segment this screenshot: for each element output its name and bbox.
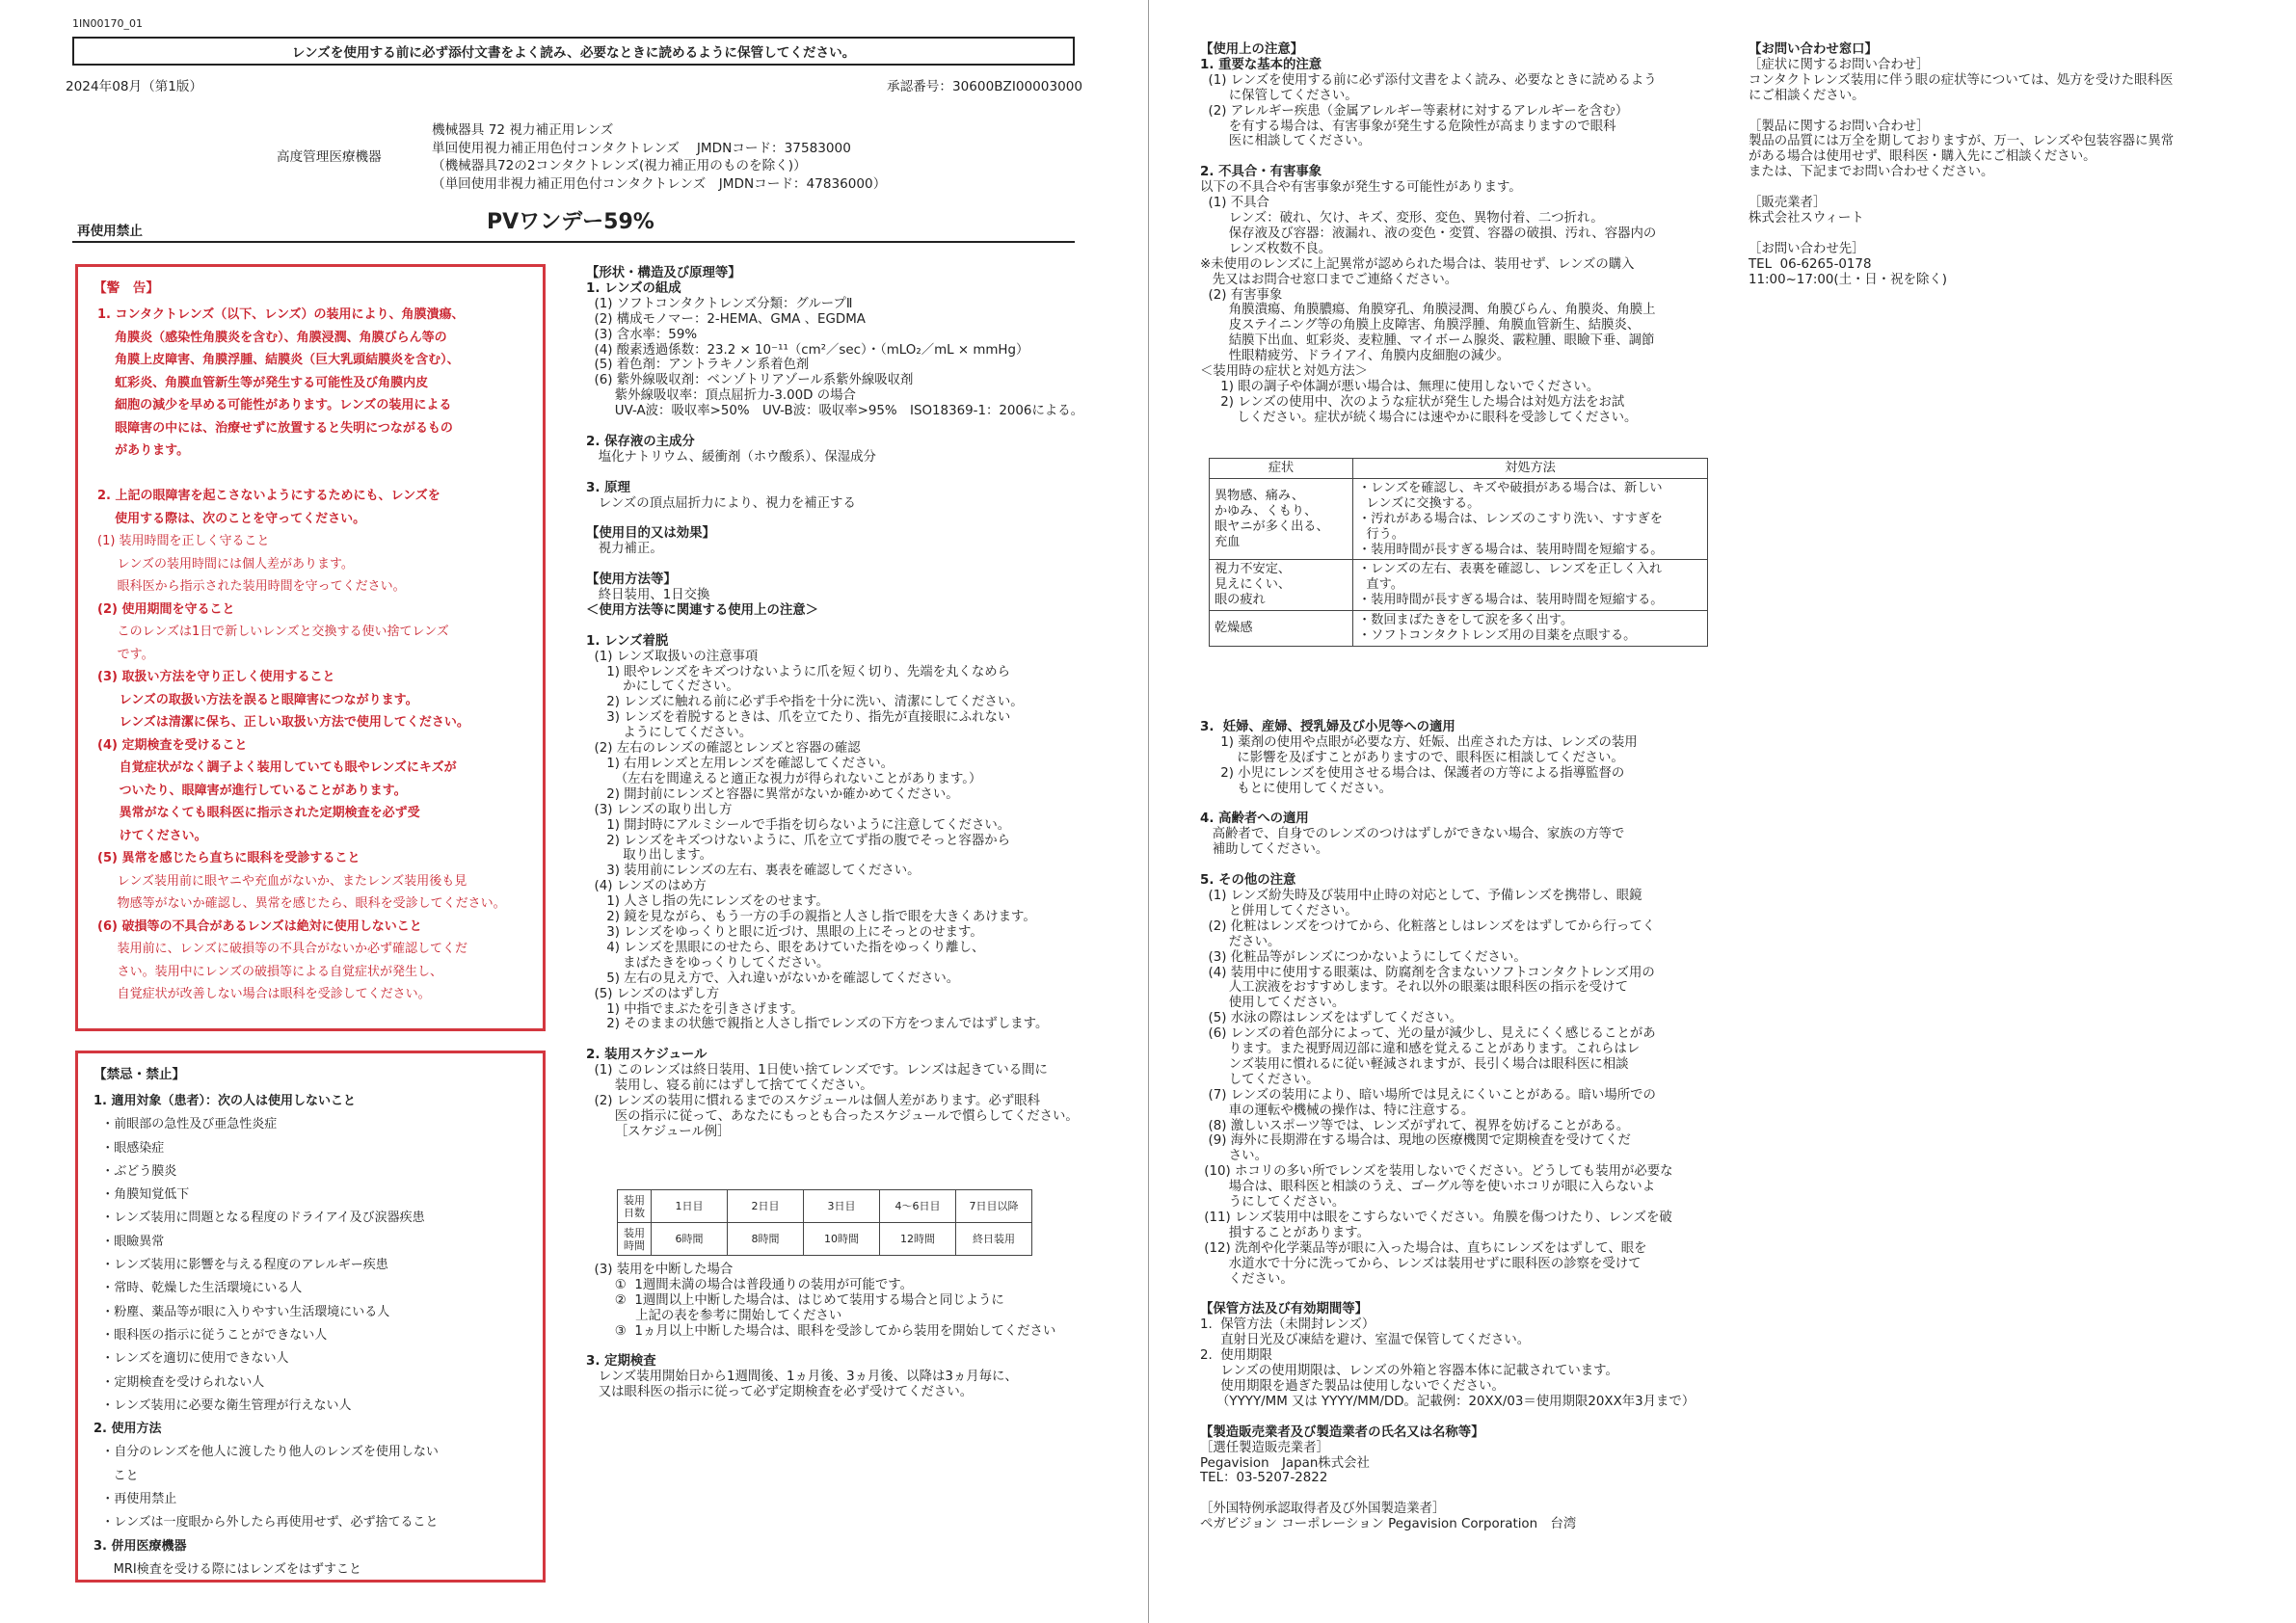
text-line: 1) 眼の調子や体調が悪い場合は、無理に使用しないでください。 (1200, 379, 1600, 394)
text-line (1200, 1486, 1695, 1502)
text-line (1200, 1288, 1695, 1303)
schedule-table (617, 1189, 1032, 1256)
text-line: 1) 薬剤の使用や点眼が必要な方、妊娠、出産された方は、レンズの装用 (1200, 734, 1638, 750)
text-line: 場合は、眼科医と相談のうえ、ゴーグル等を使いホコリが眼に入らないよ (1200, 1180, 1656, 1195)
warning-line: 角膜上皮障害、角膜浮腫、結膜炎（巨大乳頭結膜炎を含む）、 (97, 353, 460, 367)
contraindication-line: ・レンズを適切に使用できない人 (93, 1351, 289, 1367)
text-line: ① 1週間未満の場合は普段通りの装用が可能です。 (586, 1277, 913, 1292)
text-line: 1) 人さし指の先にレンズをのせます。 (586, 894, 829, 910)
header-notice: レンズを使用する前に必ず添付文書をよく読み、必要なときに読めるように保管してください。 (72, 37, 1075, 66)
text-line: レンズの頂点屈折力により、視力を補正する (586, 495, 856, 511)
text-line: 【形状・構造及び原理等】 (586, 266, 741, 280)
text-line: 1) 開封時にアルミシールで手指を切らないように注意してください。 (586, 817, 1011, 833)
text-line: (8) 激しいスポーツ等では、レンズがずれて、視界を妨げることがある。 (1200, 1118, 1630, 1133)
schedule-head-hours: 装用 時間 (618, 1223, 652, 1256)
schedule-hours: 10時間 (804, 1223, 880, 1256)
contraindication-line: ・粉塵、薬品等が眼に入りやすい生活環境にいる人 (93, 1304, 390, 1319)
text-line: (1) レンズ取扱いの注意事項 (586, 649, 759, 664)
text-line: (1) レンズ紛失時及び装用中止時の対応として、予備レンズを携帯し、眼鏡 (1200, 888, 1642, 903)
contact-line: 11:00~17:00(土・日・祝を除く) (1749, 272, 1947, 287)
contact-line (1749, 180, 2174, 196)
contact-line: にご相談ください。 (1749, 88, 1865, 103)
contraindication-line: ・レンズ装用に影響を与える程度のアレルギー疾患 (93, 1258, 388, 1273)
warning-line: 角膜炎（感染性角膜炎を含む）、角膜浸潤、角膜びらん等の (97, 330, 447, 345)
schedule-day: 2日目 (728, 1190, 804, 1223)
text-line: ください。 (1200, 1271, 1294, 1287)
contraindication-line: ・レンズ装用に必要な衛生管理が行えない人 (93, 1397, 352, 1413)
text-line: 2) そのままの状態で親指と人さし指でレンズの下方をつまんではずします。 (586, 1017, 1049, 1032)
symptom-table-wrap (1209, 458, 1708, 647)
issue-date: 2024年08月（第1版） (66, 79, 203, 94)
text-line: (2) 有害事象 (1200, 287, 1283, 303)
contraindication-line: MRI検査を受ける際にはレンズをはずすこと (93, 1561, 362, 1577)
text-line: 使用期限を過ぎた製品は使用しないでください。 (1200, 1378, 1505, 1394)
text-line: 2) 小児にレンズを使用させる場合は、保護者の方等による指導監督の (1200, 765, 1625, 781)
text-line: (7) レンズの装用により、暗い場所では見えにくいことがある。暗い場所での (1200, 1087, 1656, 1103)
symptom-cell: 視力不安定、 見えにくい、 眼の疲れ (1210, 560, 1353, 611)
text-line: 終日装用、1日交換 (586, 588, 710, 603)
contact-line: 製品の品質には万全を期しておりますが、万一、レンズや包装容器に異常 (1749, 134, 2175, 149)
text-line (586, 1032, 1083, 1048)
text-line: UV-A波：吸収率>50% UV-B波：吸収率>95% ISO18369-1：2006による。 (586, 404, 1084, 419)
text-line: 3) 装用前にレンズの左右、裏表を確認してください。 (586, 864, 921, 879)
text-line: に保管してください。 (1200, 88, 1358, 103)
text-line: 使用してください。 (1200, 996, 1346, 1011)
warning-line: (1) 装用時間を正しく守ること (97, 534, 270, 548)
text-line: TEL：03-5207-2822 (1200, 1471, 1328, 1486)
contraindication-line: ・前眼部の急性及び亜急性炎症 (93, 1117, 278, 1132)
text-line (1200, 1410, 1695, 1425)
warning-line: このレンズは1日で新しいレンズと交換する使い捨てレンズ (97, 625, 449, 639)
warning-list (97, 304, 506, 1006)
text-line: 【保管方法及び有効期間等】 (1200, 1302, 1369, 1317)
contact-line: コンタクトレンズ装用に伴う眼の症状等については、処方を受けた眼科医 (1749, 72, 2174, 88)
warning-line (97, 463, 506, 486)
warning-line: 1. コンタクトレンズ（以下、レンズ）の装用により、角膜潰瘍、 (97, 307, 465, 322)
text-line: （YYYY/MM 又は YYYY/MM/DD。記載例：20XX/03＝使用期限20XX年3月まで） (1200, 1394, 1695, 1409)
schedule-hours: 8時間 (728, 1223, 804, 1256)
text-line: 【使用目的又は効果】 (586, 526, 715, 542)
text-line: 以下の不具合や有害事象が発生する可能性があります。 (1200, 180, 1522, 196)
text-line: 車の運転や機械の操作は、特に注意する。 (1200, 1103, 1475, 1118)
text-line: 4) レンズを黒眼にのせたら、眼をあけていた指をゆっくり離し、 (586, 940, 985, 955)
text-line: 【製造販売業者及び製造業者の氏名又は名称等】 (1200, 1424, 1484, 1440)
text-line: (11) レンズ装用中は眼をこすらないでください。角膜を傷つけたり、レンズを破 (1200, 1211, 1672, 1225)
text-line: (5) 着色剤：アントラキノン系着色剤 (586, 358, 810, 373)
warning-line: レンズは清潔に保ち、正しい取扱い方法で使用してください。 (97, 715, 469, 730)
text-line: 保存液及び容器：液漏れ、液の変色・変質、容器の破損、汚れ、容器内の (1200, 226, 1657, 241)
contact-line: TEL 06-6265-0178 (1749, 256, 1872, 272)
text-line: (1) 不具合 (1200, 196, 1269, 211)
schedule-head-days: 装用 日数 (618, 1190, 652, 1223)
text-line: Pegavision Japan株式会社 (1200, 1455, 1370, 1471)
contraindication-line: 2. 使用方法 (93, 1422, 162, 1437)
remedy-cell: ・数回まばたきをして涙を多く出す。 ・ソフトコンタクトレンズ用の目薬を点眼する。 (1353, 611, 1708, 647)
warning-line: (6) 破損等の不具合があるレンズは絶対に使用しないこと (97, 918, 422, 934)
contact-line: または、下記までお問い合わせください。 (1749, 165, 1994, 180)
text-line: と併用してください。 (1200, 903, 1358, 918)
text-line: ※未使用のレンズに上記異常が認められた場合は、装用せず、レンズの購入 (1200, 256, 1635, 272)
text-line: 視力補正。 (586, 542, 663, 557)
schedule-day: 1日目 (652, 1190, 728, 1223)
text-line: ［スケジュール例］ (586, 1124, 731, 1139)
no-reuse-label: 再使用禁止 (77, 224, 143, 239)
text-line: まばたきをゆっくりしてください。 (586, 955, 830, 971)
text-line: ようにしてください。 (586, 726, 753, 741)
text-line (1200, 797, 1695, 812)
column-3b-text (1200, 720, 1695, 1532)
text-line: 性眼精疲労、ドライアイ、角膜内皮細胞の減少。 (1200, 349, 1510, 364)
text-line: もとに使用してください。 (1200, 781, 1392, 796)
text-line: （左右を間違えると適正な視力が得られないことがあります。） (586, 771, 982, 786)
text-line: 2) レンズの使用中、次のような症状が発生した場合は対処方法をお試 (1200, 394, 1625, 410)
text-line: (2) 構成モノマー：2-HEMA、GMA 、EGDMA (586, 311, 866, 327)
warning-line: レンズの取扱い方法を誤ると眼障害につながります。 (97, 692, 418, 707)
schedule-table-wrap (617, 1189, 1032, 1256)
text-line: (6) レンズの着色部分によって、光の量が減少し、見えにくく感じることがあ (1200, 1026, 1656, 1042)
column-2-text (586, 266, 1083, 1140)
text-line: 【使用方法等】 (586, 572, 677, 588)
device-category: 高度管理医療機器 (277, 149, 382, 165)
schedule-hours: 終日装用 (956, 1223, 1032, 1256)
text-line: 2) 開封前にレンズと容器に異常がないか確かめてください。 (586, 786, 959, 802)
text-line: 2. 装用スケジュール (586, 1048, 707, 1063)
text-line: 補助してください。 (1200, 842, 1329, 858)
title-rule (72, 241, 1075, 243)
contraindication-line: ・眼感染症 (93, 1140, 165, 1156)
warning-line: 使用する際は、次のことを守ってください。 (97, 511, 366, 526)
text-line: 角膜潰瘍、角膜膿瘍、角膜穿孔、角膜浸潤、角膜びらん、角膜炎、角膜上 (1200, 303, 1656, 318)
classification-block (432, 121, 886, 193)
contact-line: ［販売業者］ (1749, 196, 1827, 211)
warning-line: けてください。 (97, 828, 207, 843)
text-line (586, 557, 1083, 572)
classification-line: （機械器具72の2コンタクトレンズ(視力補正用のものを除く)） (432, 158, 807, 173)
approval-number: 承認番号：30600BZI00003000 (887, 79, 1083, 94)
text-line: (2) レンズの装用に慣れるまでのスケジュールは個人差があります。必ず眼科 (586, 1093, 1041, 1108)
text-line: (4) 装用中に使用する眼薬は、防腐剤を含まないソフトコンタクトレンズ用の (1200, 965, 1655, 980)
text-line: 1. 重要な基本的注意 (1200, 57, 1322, 72)
text-line: (4) レンズのはめ方 (586, 879, 707, 894)
text-line: 2. 使用期限 (1200, 1348, 1272, 1364)
text-line (586, 1340, 1055, 1355)
text-line: に影響を及ぼすことがありますので、眼科医に相談してください。 (1200, 750, 1624, 765)
text-line: 装用し、寝る前にはずして捨ててください。 (586, 1078, 873, 1094)
text-line: 3) レンズをゆっくりと眼に近づけ、黒眼の上にそっとのせます。 (586, 924, 983, 940)
warning-line: 異常がなくても眼科医に指示された定期検査を必ず受 (97, 806, 420, 820)
schedule-hours: 6時間 (652, 1223, 728, 1256)
contraindication-line: 1. 適用対象（患者）：次の人は使用しないこと (93, 1094, 357, 1108)
warning-line: です。 (97, 647, 154, 662)
text-line: (1) ソフトコンタクトレンズ分類：グループⅡ (586, 296, 853, 311)
text-line: 水道水で十分に洗ってから、レンズは装用せずに眼科医の診察を受けて (1200, 1256, 1642, 1271)
warning-line: 自覚症状がなく調子よく装用していても眼やレンズにキズが (97, 760, 457, 775)
contraindication-line: ・常時、乾燥した生活環境にいる人 (93, 1281, 303, 1296)
column-3-text (1200, 42, 1657, 426)
warning-line: 装用前に、レンズに破損等の不具合がないか必ず確認してくだ (97, 942, 467, 956)
warning-line: レンズの装用時間には個人差があります。 (97, 556, 354, 572)
text-line: を有する場合は、有害事象が発生する危険性が高まりますので眼科 (1200, 119, 1616, 134)
contraindication-line: ・自分のレンズを他人に渡したり他人のレンズを使用しない (93, 1445, 439, 1460)
text-line: ＜使用方法等に関連する使用上の注意＞ (586, 602, 819, 618)
text-line: ンズ装用に慣れるに従い軽減されますが、長引く場合は眼科医に相談 (1200, 1056, 1629, 1072)
text-line: (5) レンズのはずし方 (586, 986, 720, 1001)
warning-line: 眼科医から指示された装用時間を守ってください。 (97, 579, 406, 594)
text-line: 塩化ナトリウム、緩衝剤（ホウ酸系）、保湿成分 (586, 449, 876, 465)
warning-line: レンズ装用前に眼ヤニや充血がないか、またレンズ装用後も見 (97, 873, 467, 889)
text-line: (4) 酸素透過係数：23.2 × 10⁻¹¹（cm²／sec）・（mLO₂／mL × mmHg） (586, 342, 1029, 358)
text-line: ③ 1ヵ月以上中断した場合は、眼科を受診してから装用を開始してください (586, 1323, 1056, 1339)
text-line (586, 619, 1083, 634)
warning-line: (4) 定期検査を受けること (97, 737, 248, 753)
text-line (1200, 858, 1695, 873)
text-line: 又は眼科医の指示に従って必ず定期検査を必ず受けてください。 (586, 1385, 974, 1400)
classification-line: （単回使用非視力補正用色付コンタクトレンズ JMDNコード：47836000） (432, 175, 887, 192)
text-line: 人工涙液をおすすめします。それ以外の眼薬は眼科医の指示を受けて (1200, 980, 1628, 996)
schedule-day: 7日目以降 (956, 1190, 1032, 1223)
symptom-cell: 乾燥感 (1210, 611, 1353, 647)
symptom-cell: 異物感、痛み、 かゆみ、くもり、 眼ヤニが多く出る、 充血 (1210, 478, 1353, 560)
warning-line: 細胞の減少を早める可能性があります。レンズの装用による (97, 398, 452, 412)
contraindication-box (75, 1051, 546, 1583)
remedy-cell: ・レンズを確認し、キズや破損がある場合は、新しい レンズに交換する。 ・汚れがある場合は、レンズのこすり洗い、すすぎを 行う。 ・装用時間が長すぎる場合は、装用時間を短縮する。 (1353, 478, 1708, 560)
text-line: ります。また視野周辺部に違和感を覚えることがあります。これらはレ (1200, 1042, 1641, 1057)
text-line (586, 466, 1083, 481)
text-line: 1. 保管方法（未開封レンズ） (1200, 1317, 1375, 1333)
column-2b-text (586, 1263, 1055, 1400)
text-line: 1) 眼やレンズをキズつけないように爪を短く切り、先端を丸くなめら (586, 664, 1010, 679)
text-line: 上記の表を参考に開始してください (586, 1308, 842, 1323)
warning-line: 眼障害の中には、治療せずに放置すると失明につながるもの (97, 420, 453, 436)
contact-section (1749, 42, 2174, 288)
text-line: (6) 紫外線吸収剤：ベンゾトリアゾール系紫外線吸収剤 (586, 373, 914, 388)
text-line (586, 419, 1083, 435)
text-line: (9) 海外に長期滞在する場合は、現地の医療機関で定期検査を受けてくだ (1200, 1133, 1631, 1149)
text-line: 2) レンズをキズつけないように、爪を立てず指の腹でそっと容器から (586, 833, 1010, 848)
contact-line (1749, 226, 2174, 242)
contraindication-title: 【禁忌・禁止】 (93, 1067, 186, 1082)
page-divider (1148, 0, 1149, 1623)
text-line: 紫外線吸収率：頂点屈折力-3.00D の場合 (586, 388, 856, 404)
text-line: (12) 洗剤や化学薬品等が眼に入った場合は、直ちにレンズをはずして、眼を (1200, 1240, 1647, 1256)
contraindication-line: ・再使用禁止 (93, 1492, 177, 1507)
text-line: 1. レンズ着脱 (586, 633, 669, 649)
symptom-table-header: 症状 (1210, 459, 1353, 479)
text-line (1200, 149, 1657, 165)
text-line: ［外国特例承認取得者及び外国製造業者］ (1200, 1502, 1446, 1517)
text-line: (1) このレンズは終日装用、1日使い捨てレンズです。レンズは起きている間に (586, 1063, 1048, 1078)
warning-line: さい。装用中にレンズの破損等による自覚症状が発生し、 (97, 964, 442, 979)
text-line: (2) アレルギー疾患（金属アレルギー等素材に対するアレルギーを含む） (1200, 103, 1629, 119)
text-line: 2) レンズに触れる前に必ず手や指を十分に洗い、清潔にしてください。 (586, 695, 1024, 710)
text-line: 取り出します。 (586, 848, 712, 864)
text-line: 4. 高齢者への適用 (1200, 812, 1309, 827)
warning-line: (2) 使用期間を守ること (97, 601, 235, 617)
text-line: レンズ枚数不良。 (1200, 241, 1332, 256)
text-line: 【使用上の注意】 (1200, 42, 1304, 57)
text-line (586, 512, 1083, 527)
symptom-table (1209, 458, 1708, 647)
contraindication-list (93, 1090, 439, 1582)
text-line: 直射日光及び凍結を避け、室温で保管してください。 (1200, 1333, 1531, 1348)
contraindication-line: ・眼瞼異常 (93, 1234, 165, 1249)
text-line: (3) レンズの取り出し方 (586, 802, 733, 817)
contact-line: ［製品に関するお問い合わせ］ (1749, 119, 1930, 134)
text-line: レンズの使用期限は、レンズの外箱と容器本体に記載されています。 (1200, 1364, 1618, 1379)
text-line: 2) 鏡を見ながら、もう一方の手の親指と人さし指で眼を大きくあけます。 (586, 910, 1036, 925)
contraindication-line: ・角膜知覚低下 (93, 1187, 190, 1203)
warning-line: (5) 異常を感じたら直ちに眼科を受診すること (97, 851, 360, 865)
text-line: かにしてください。 (586, 679, 739, 695)
text-line: 3. 原理 (586, 480, 630, 495)
schedule-day: 4〜6日目 (880, 1190, 956, 1223)
warning-box (75, 264, 546, 1031)
text-line: 1. レンズの組成 (586, 280, 681, 296)
text-line: ② 1週間以上中断した場合は、はじめて装用する場合と同じように (586, 1292, 1004, 1308)
schedule-hours: 12時間 (880, 1223, 956, 1256)
text-line: (3) 装用を中断した場合 (586, 1263, 734, 1277)
contraindication-line: ・レンズは一度眼から外したら再使用せず、必ず捨てること (93, 1515, 439, 1530)
remedy-cell: ・レンズの左右、表裏を確認し、レンズを正しく入れ 直す。 ・装用時間が長すぎる場合は、装用時間を短縮する。 (1353, 560, 1708, 611)
contact-line: ［お問い合わせ先］ (1749, 241, 1865, 256)
warning-line: 自覚症状が改善しない場合は眼科を受診してください。 (97, 987, 431, 1001)
contact-line: がある場合は使用せず、眼科医・購入先にご相談ください。 (1749, 149, 2096, 165)
text-line: レンズ装用開始日から1週間後、1ヵ月後、3ヵ月後、以降は3ヵ月毎に、 (586, 1370, 1018, 1385)
contact-line: 株式会社スウィート (1749, 210, 1864, 226)
warning-line: 2. 上記の眼障害を起こさないようにするためにも、レンズを (97, 489, 441, 503)
text-line: (10) ホコリの多い所でレンズを装用しないでください。どうしても装用が必要な (1200, 1164, 1673, 1180)
document-code: 1IN00170_01 (72, 17, 143, 30)
text-line: 高齢者で、自身でのレンズのつけはずしができない場合、家族の方等で (1200, 827, 1625, 842)
text-line: ＜装用時の症状と対処方法＞ (1200, 364, 1369, 380)
contact-line: ［症状に関するお問い合わせ］ (1749, 57, 1930, 72)
warning-title: 【警 告】 (93, 280, 159, 296)
text-line: 2. 保存液の主成分 (586, 434, 695, 449)
text-line: レンズ：破れ、欠け、キズ、変形、変色、異物付着、二つ折れ。 (1200, 210, 1604, 226)
contraindication-line: ・レンズ装用に問題となる程度のドライアイ及び涙器疾患 (93, 1211, 425, 1226)
symptom-table-header: 対処方法 (1353, 459, 1708, 479)
text-line: 1) 中指でまぶたを引きさげます。 (586, 1001, 804, 1017)
text-line: しください。症状が続く場合には速やかに眼科を受診してください。 (1200, 410, 1638, 425)
text-line: (5) 水泳の際はレンズをはずしてください。 (1200, 1011, 1463, 1026)
text-line: 結膜下出血、虹彩炎、麦粒腫、マイボーム腺炎、霰粒腫、眼瞼下垂、調節 (1200, 333, 1655, 349)
text-line: 1) 右用レンズと左用レンズを確認してください。 (586, 757, 894, 771)
product-name: PVワンデー59% (487, 210, 654, 234)
contraindication-line: ・定期検査を受けられない人 (93, 1374, 265, 1390)
text-line: 3. 妊婦、産婦、授乳婦及び小児等への適用 (1200, 720, 1455, 734)
text-line: 2. 不具合・有害事象 (1200, 165, 1322, 180)
contraindication-line: ・ぶどう膜炎 (93, 1163, 177, 1179)
warning-line: 虹彩炎、角膜血管新生等が発生する可能性及び角膜内皮 (97, 375, 429, 390)
text-line: 損することがあります。 (1200, 1225, 1371, 1240)
text-line: さい。 (1200, 1149, 1268, 1164)
text-line: 医に相談してください。 (1200, 134, 1372, 149)
contraindication-line: ・眼科医の指示に従うことができない人 (93, 1327, 328, 1343)
text-line: ペガビジョン コーポレーション Pegavision Corporation 台湾 (1200, 1517, 1577, 1532)
text-line: 3) レンズを着脱するときは、爪を立てたり、指先が直接眼にふれない (586, 710, 1011, 726)
text-line: ださい。 (1200, 934, 1281, 949)
text-line: 5. その他の注意 (1200, 873, 1296, 889)
contraindication-line: 3. 併用医療機器 (93, 1538, 187, 1554)
text-line: 先又はお問合せ窓口までご連絡ください。 (1200, 272, 1458, 287)
text-line: してください。 (1200, 1072, 1320, 1087)
text-line: 皮ステイニング等の角膜上皮障害、角膜浮腫、角膜血管新生、結膜炎、 (1200, 318, 1641, 333)
text-line: 医の指示に従って、あなたにもっとも合ったスケジュールで慣らしてください。 (586, 1108, 1079, 1124)
text-line: 5) 左右の見え方で、入れ違いがないかを確認してください。 (586, 971, 960, 986)
classification-line: 機械器具 72 視力補正用レンズ (432, 122, 614, 138)
warning-line: ついたり、眼障害が進行していることがあります。 (97, 783, 407, 798)
warning-line: (3) 取扱い方法を守り正しく使用すること (97, 670, 335, 684)
warning-line: があります。 (97, 443, 190, 458)
text-line: ［選任製造販売業者］ (1200, 1440, 1329, 1455)
text-line: (2) 化粧はレンズをつけてから、化粧落としはレンズをはずしてから行ってく (1200, 918, 1656, 934)
text-line: うにしてください。 (1200, 1195, 1346, 1211)
text-line: (1) レンズを使用する前に必ず添付文書をよく読み、必要なときに読めるよう (1200, 72, 1657, 88)
contact-line (1749, 104, 2174, 120)
contraindication-line: こと (93, 1468, 139, 1483)
schedule-day: 3日目 (804, 1190, 880, 1223)
text-line: (3) 含水率：59% (586, 327, 698, 342)
text-line: (3) 化粧品等がレンズにつかないようにしてください。 (1200, 949, 1527, 965)
warning-line: 物感等がないか確認し、異常を感じたら、眼科を受診してください。 (97, 896, 506, 911)
text-line: 3. 定期検査 (586, 1354, 656, 1370)
contact-line: 【お問い合わせ窓口】 (1749, 42, 1878, 57)
text-line: (2) 左右のレンズの確認とレンズと容器の確認 (586, 741, 861, 757)
classification-line: 単回使用視力補正用色付コンタクトレンズ JMDNコード：37583000 (432, 140, 851, 156)
